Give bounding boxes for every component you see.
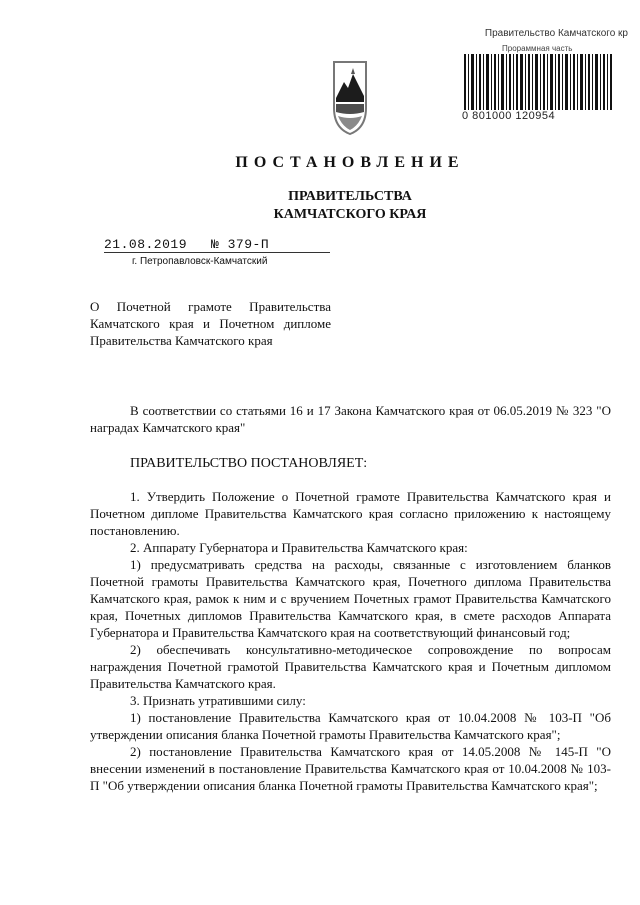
- decree-item: 3. Признать утратившими силу:: [130, 693, 306, 708]
- barcode-block: [462, 44, 612, 128]
- decree-item: 2. Аппарату Губернатора и Правительства Камчатского края:: [130, 540, 468, 555]
- decree-item: 2) обеспечивать консультативно-методическое сопровождение по вопросам награждения Почетной грамотой Правительства Камчатского края и Почетным дипломом Правительства Камчатского края.: [90, 642, 611, 691]
- barcode-icon: [464, 54, 612, 110]
- barcode-caption: Прораммная часть: [502, 44, 573, 53]
- preamble-text: В соответствии со статьями 16 и 17 Закона Камчатского края от 06.05.2019 № 323 "О наградах Камчатского края": [90, 403, 611, 435]
- date-number-line: [104, 238, 330, 253]
- document-title: ПОСТАНОВЛЕНИЕ: [235, 154, 465, 171]
- document-date: 21.08.2019: [104, 237, 188, 252]
- decree-item: 2) постановление Правительства Камчатского края от 14.05.2008 № 145-П "О внесении изменений в постановление Правительства Камчатского края от 10.04.2008 № 103-П "Об утверждении описания бланка Почетной грамоты Правительства Камчатского края";: [90, 744, 611, 793]
- registry-stamp-text: Правительство Камчатского кр: [484, 28, 628, 39]
- issue-city: г. Петропавловск-Камчатский: [132, 256, 268, 267]
- decree-item: 1) постановление Правительства Камчатского края от 10.04.2008 № 103-П "Об утверждении описания бланка Почетной грамоты Правительства Камчатского края";: [90, 710, 611, 742]
- kamchatka-coat-of-arms-icon: [332, 58, 368, 136]
- preamble: [90, 402, 611, 436]
- decree-item: 1. Утвердить Положение о Почетной грамоте Правительства Камчатского края и Почетном дипломе Правительства Камчатского края согласно приложению к настоящему постановлению.: [90, 489, 611, 538]
- document-subject: О Почетной грамоте Правительства Камчатского края и Почетном дипломе Правительства Камчатского края: [90, 299, 331, 348]
- decree-items: [90, 488, 611, 794]
- barcode-number: 0 801000 120954: [462, 110, 556, 122]
- authority-line-1: ПРАВИТЕЛЬСТВА: [288, 189, 412, 204]
- decree-heading: ПРАВИТЕЛЬСТВО ПОСТАНОВЛЯЕТ:: [130, 456, 368, 471]
- document-number: № 379-П: [211, 237, 270, 252]
- authority-line-2: КАМЧАТСКОГО КРАЯ: [273, 207, 427, 222]
- decree-item: 1) предусматривать средства на расходы, связанные с изготовлением бланков Почетной грамоты Правительства Камчатского края, Почетного диплома Правительства Камчатского края, рамок к ним и с вручением Почетных грамот Правительства Камчатского края, Почетных дипломов Правительства Камчатского края, в смете расходов Аппарата Губернатора и Правительства Камчатского края на соответствующий финансовый год;: [90, 557, 611, 640]
